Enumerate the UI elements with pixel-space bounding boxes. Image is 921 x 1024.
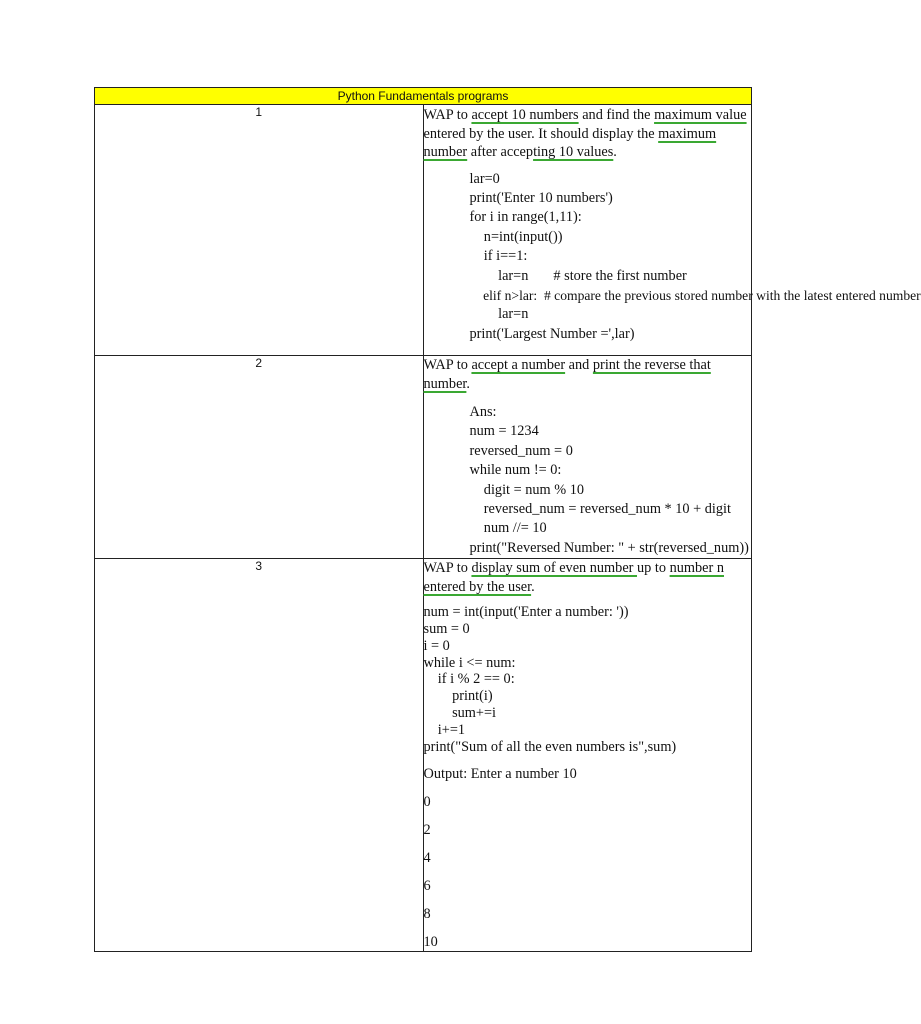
- question-highlight: display sum of even number: [471, 560, 638, 577]
- question-text: [424, 105, 752, 162]
- output-value: 8: [423, 906, 431, 923]
- code-line: i = 0: [423, 637, 450, 654]
- code-line: i+=1: [423, 721, 466, 738]
- question-text: [424, 356, 752, 393]
- program-content: [423, 356, 752, 559]
- code-line: reversed_num = reversed_num * 10 + digit: [469, 501, 731, 518]
- question-highlight: print the reverse that number: [423, 357, 711, 392]
- code-line: digit = num % 10: [469, 481, 584, 498]
- output-value: 2: [423, 822, 431, 839]
- question-fragment: WAP to: [423, 560, 472, 577]
- code-line: print(i): [423, 688, 493, 705]
- code-line: n=int(input()): [469, 228, 563, 245]
- code-line: Ans:: [469, 404, 497, 420]
- question-highlight: accept 10 numbers: [471, 107, 579, 123]
- code-block: [424, 170, 921, 345]
- code-line: num //= 10: [469, 520, 547, 537]
- output-label: Output: Enter a number 10: [423, 766, 577, 783]
- row-number: 2: [95, 356, 424, 559]
- code-line: for i in range(1,11):: [469, 209, 582, 226]
- code-line: num = 1234: [469, 423, 539, 440]
- code-line: print('Largest Number =',lar): [469, 325, 635, 342]
- program-row-2: [95, 356, 752, 559]
- output-value: 0: [423, 794, 431, 811]
- code-line: elif n>lar: # compare the previous stored number with the latest entered number: [469, 287, 921, 303]
- question-highlight: number n entered by the user: [423, 560, 724, 595]
- question-highlight: accept a number: [471, 357, 566, 373]
- row-number: 3: [95, 559, 424, 952]
- code-line: reversed_num = 0: [469, 442, 573, 459]
- program-content: [423, 559, 752, 952]
- code-line: print("Reversed Number: " + str(reversed_num)): [469, 539, 749, 556]
- code-line: lar=n # store the first number: [469, 267, 687, 284]
- question-fragment: WAP to: [423, 357, 472, 373]
- question-fragment: and find the: [578, 107, 655, 123]
- question-fragment: WAP to: [423, 107, 472, 123]
- code-line: if i % 2 == 0:: [423, 671, 515, 688]
- question-highlight: ting 10 values: [533, 144, 614, 160]
- question-fragment: .: [613, 144, 617, 160]
- code-line: lar=n: [469, 306, 529, 323]
- output-values: [424, 793, 752, 951]
- question-fragment: and: [565, 357, 593, 373]
- code-line: lar=0: [469, 170, 500, 187]
- code-line: while num != 0:: [469, 462, 562, 479]
- row-number: 1: [95, 105, 424, 356]
- output-value: 10: [423, 934, 438, 951]
- code-block: [424, 604, 752, 755]
- code-line: if i==1:: [469, 248, 528, 265]
- question-fragment: entered by the user. It should display the: [423, 125, 659, 142]
- program-content: [423, 105, 921, 356]
- program-row-1: [95, 105, 752, 356]
- question-fragment: .: [531, 578, 535, 595]
- table-title-row: [95, 88, 752, 105]
- question-text: [424, 559, 752, 596]
- code-block: [424, 403, 752, 558]
- code-line: num = int(input('Enter a number: ')): [423, 604, 629, 621]
- code-line: sum = 0: [423, 621, 470, 638]
- output-value: 6: [423, 878, 431, 895]
- code-line: sum+=i: [423, 705, 497, 722]
- table-title: Python Fundamentals programs: [95, 88, 752, 105]
- question-fragment: .: [466, 375, 470, 392]
- question-highlight: maximum number: [423, 125, 717, 160]
- programs-table: [94, 87, 921, 952]
- question-fragment: after accep: [467, 144, 534, 160]
- program-row-3: [95, 559, 752, 952]
- question-highlight: maximum value: [654, 107, 747, 123]
- code-line: while i <= num:: [423, 654, 516, 671]
- code-line: print('Enter 10 numbers'): [469, 189, 613, 206]
- question-fragment: up to: [637, 560, 670, 577]
- code-line: print("Sum of all the even numbers is",sum): [423, 738, 677, 755]
- output-value: 4: [423, 850, 431, 867]
